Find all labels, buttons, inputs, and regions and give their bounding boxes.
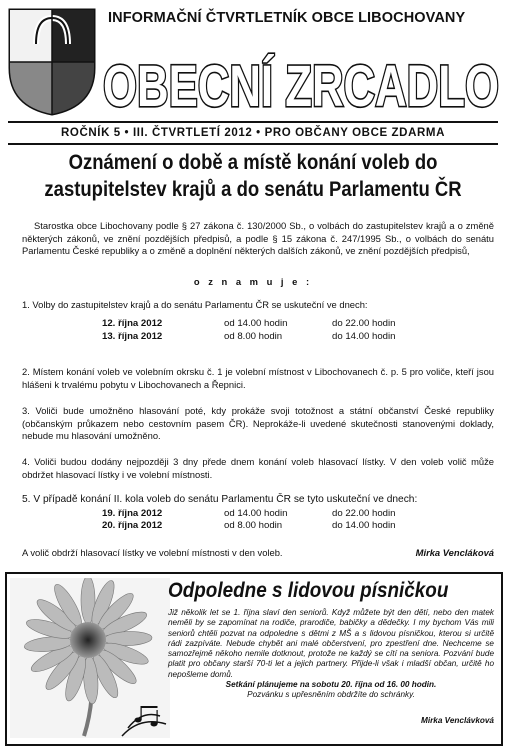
date-row: 20. října 2012 bbox=[102, 519, 163, 531]
item-1 bbox=[22, 299, 494, 346]
invitation-text-block bbox=[168, 608, 494, 701]
masthead-title bbox=[100, 42, 502, 118]
issue-band bbox=[8, 121, 498, 145]
item-3: 3. Voliči bude umožněno hlasování poté, kdy prokáže svoji totožnost a státní občanství České republiky (občanským průkazem nebo cestovním pasem ČR). Neprokáže-li uvedené skutečnosti stanovenými doklady, nebude mu hlasování umožněno. bbox=[22, 405, 494, 442]
time-to: do 22.00 hodin bbox=[332, 507, 396, 519]
intro-paragraph bbox=[22, 220, 494, 258]
headline-line-1: Oznámení o době a místě konání voleb do bbox=[68, 150, 438, 174]
item-2: 2. Místem konání voleb ve volebním okrsku č. 1 je volební místnost v Libochovanech č. p. 5 pro voliče, kteří jsou hlášeni k trvalému pobytu v Libochovanech a Řepnici. bbox=[22, 366, 494, 390]
item-5 bbox=[22, 494, 494, 536]
article-headline bbox=[44, 149, 462, 203]
invitation-highlight: Setkání plánujeme na sobotu 20. října od 16. 00 hodin. bbox=[225, 680, 437, 690]
time-from: od 8.00 hodin bbox=[224, 330, 283, 342]
intro-text: Starostka obce Libochovany podle § 27 zákona č. 130/2000 Sb., o volbách do zastupitelstev krajů a o změně některých zákonů, ve znění pozdějších předpisů, a podle § 15 zákona č. 247/1995 Sb., o volbách do senátu Parlamentu České republiky a o změně a doplnění některých dalších zákonů, ve znění pozdějších předpisů, bbox=[22, 220, 494, 257]
item-4: 4. Voliči budou dodány nejpozději 3 dny přede dnem konání voleb hlasovací lístky. V den voleb volič může obdržet hlasovací lístky i ve volební místnosti. bbox=[22, 456, 494, 480]
article-signature: Mirka Vencláková bbox=[415, 547, 494, 558]
announces-heading: o z n a m u j e : bbox=[193, 276, 313, 287]
date-row: 13. října 2012 bbox=[102, 330, 163, 342]
time-from: od 8.00 hodin bbox=[224, 519, 283, 531]
closing-line bbox=[22, 547, 494, 560]
time-to: do 14.00 hodin bbox=[332, 519, 396, 531]
closing-text: A volič obdrží hlasovací lístky ve volební místnosti v den voleb. bbox=[22, 547, 283, 558]
date-row: 19. října 2012 bbox=[102, 507, 163, 519]
newsletter-subtitle: INFORMAČNÍ ČTVRTLETNÍK OBCE LIBOCHOVANY bbox=[108, 10, 466, 26]
item-1-text: 1. Volby do zastupitelstev krajů a do senátu Parlamentu ČR se uskuteční ve dnech: bbox=[22, 299, 368, 310]
dates-table-1 bbox=[22, 318, 494, 346]
invitation-signature: Mirka Venclávková bbox=[421, 716, 494, 725]
time-from: od 14.00 hodin bbox=[224, 507, 288, 519]
time-from: od 14.00 hodin bbox=[224, 317, 288, 329]
dates-table-2 bbox=[22, 508, 494, 536]
issue-info: ROČNÍK 5 • III. ČTVRTLETÍ 2012 • PRO OBČANY OBCE ZDARMA bbox=[61, 127, 445, 139]
date-row: 12. října 2012 bbox=[102, 317, 163, 329]
masthead-title-text: OBECNÍ ZRCADLO bbox=[103, 54, 499, 118]
gerbera-flower-image bbox=[10, 578, 170, 738]
village-crest bbox=[6, 6, 98, 116]
invitation-text: Již několik let se 1. října slaví den seniorů. Když můžete být den dětí, nebo den matek neměli by se zapomínat na rodiče, prarodiče, babičky a dědečky. I my bychom Vás mili seniorů chtěli pozvat na odpoledne s dětmi z MŠ a s lidovou písničkou, kterou si určitě rádi zazpíváte. Nebude chybět ani malé občerstvení, pro zpestření dne. Nechceme se samozřejmě někoho nemile dotknout, protože ne každý se cítí na seniora. Pozvání bude platit pro občany starší 70-ti let a jejich partnery. Přijde-li však i mladší občan, určitě ho nepošleme domů. bbox=[168, 608, 494, 679]
time-to: do 22.00 hodin bbox=[332, 317, 396, 329]
time-to: do 14.00 hodin bbox=[332, 330, 396, 342]
invitation-title: Odpoledne s lidovou písničkou bbox=[168, 579, 449, 602]
item-5-text: 5. V případě konání II. kola voleb do senátu Parlamentu ČR se tyto uskuteční ve dnech: bbox=[22, 494, 418, 505]
headline-line-2: zastupitelstev krajů a do senátu Parlamentu ČR bbox=[44, 177, 462, 201]
invitation-note: Pozvánku s upřesněním obdržíte do schránky. bbox=[247, 690, 415, 700]
